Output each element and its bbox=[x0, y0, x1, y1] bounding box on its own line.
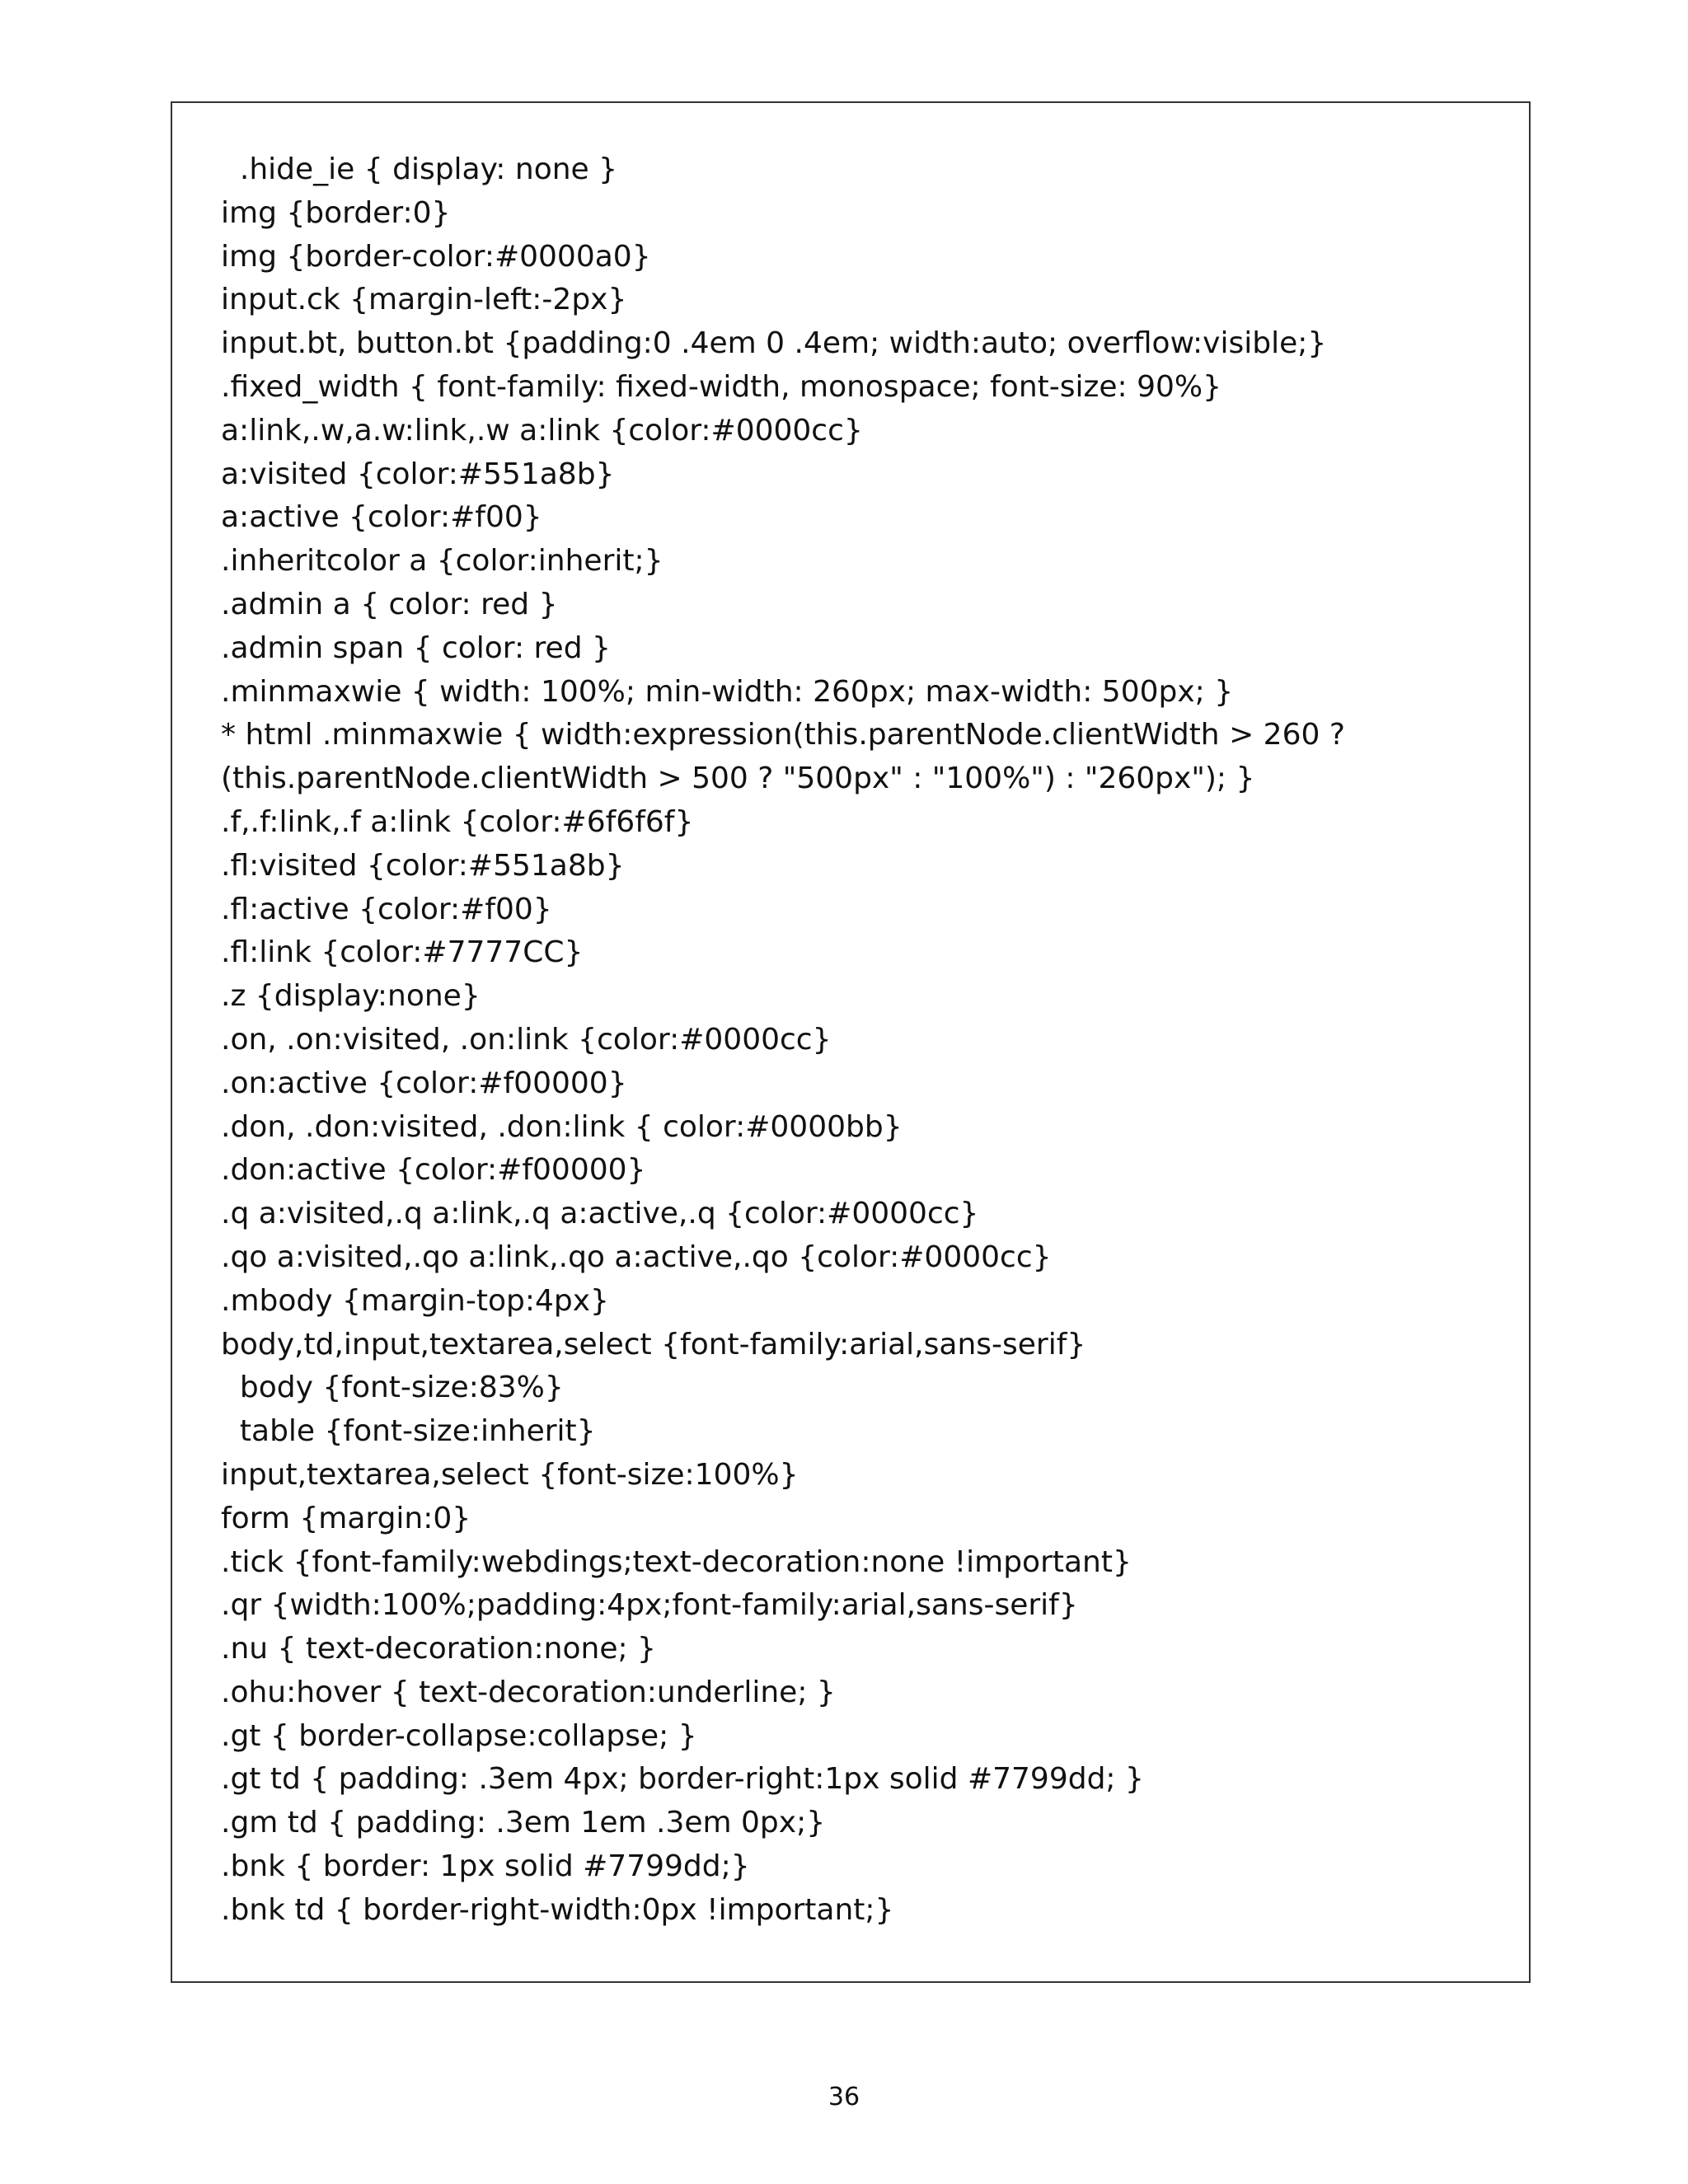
code-line: img {border:0} bbox=[221, 195, 451, 230]
code-line: body {font-size:83%} bbox=[221, 1371, 564, 1405]
code-line: .bnk td { border-right-width:0px !important;} bbox=[221, 1892, 894, 1927]
code-line: .gt { border-collapse:collapse; } bbox=[221, 1718, 697, 1753]
code-line: input,textarea,select {font-size:100%} bbox=[221, 1457, 799, 1492]
code-line: a:active {color:#f00} bbox=[221, 500, 542, 535]
code-line: .qo a:visited,.qo a:link,.qo a:active,.qo {color:#0000cc} bbox=[221, 1240, 1052, 1274]
code-line: a:link,.w,a.w:link,.w a:link {color:#0000cc} bbox=[221, 413, 863, 448]
code-line: .hide_ie { display: none } bbox=[221, 152, 618, 186]
code-line: input.ck {margin-left:-2px} bbox=[221, 283, 627, 317]
code-line: .ohu:hover { text-decoration:underline; } bbox=[221, 1675, 836, 1709]
code-line: .on, .on:visited, .on:link {color:#0000cc} bbox=[221, 1022, 832, 1057]
code-line: .inheritcolor a {color:inherit;} bbox=[221, 544, 663, 579]
code-line: a:visited {color:#551a8b} bbox=[221, 457, 615, 491]
code-line: * html .minmaxwie { width:expression(this.parentNode.clientWidth > 260 ? bbox=[221, 718, 1345, 752]
code-line: .don, .don:visited, .don:link { color:#0000bb} bbox=[221, 1109, 903, 1144]
code-line: (this.parentNode.clientWidth > 500 ? "500px" : "100%") : "260px"); } bbox=[221, 762, 1255, 796]
code-line: .qr {width:100%;padding:4px;font-family:arial,sans-serif} bbox=[221, 1588, 1078, 1623]
code-line: .gm td { padding: .3em 1em .3em 0px;} bbox=[221, 1806, 826, 1840]
code-line: form {margin:0} bbox=[221, 1501, 471, 1535]
code-line: .gt td { padding: .3em 4px; border-right:1px solid #7799dd; } bbox=[221, 1762, 1144, 1797]
code-line: input.bt, button.bt {padding:0 .4em 0 .4em; width:auto; overflow:visible;} bbox=[221, 326, 1327, 361]
code-line: img {border-color:#0000a0} bbox=[221, 239, 651, 274]
code-line: .f,.f:link,.f a:link {color:#6f6f6f} bbox=[221, 804, 694, 839]
code-listing bbox=[221, 148, 1507, 1933]
code-line: .fl:visited {color:#551a8b} bbox=[221, 848, 625, 883]
code-line: .bnk { border: 1px solid #7799dd;} bbox=[221, 1849, 750, 1884]
code-line: body,td,input,textarea,select {font-family:arial,sans-serif} bbox=[221, 1327, 1086, 1361]
code-line: .don:active {color:#f00000} bbox=[221, 1153, 646, 1188]
page-number: 36 bbox=[828, 2083, 860, 2111]
code-line: .admin span { color: red } bbox=[221, 630, 611, 665]
code-line: .on:active {color:#f00000} bbox=[221, 1066, 627, 1100]
code-line: .admin a { color: red } bbox=[221, 587, 558, 621]
code-line: .fl:active {color:#f00} bbox=[221, 892, 552, 926]
code-line: .fixed_width { font-family: fixed-width, monospace; font-size: 90%} bbox=[221, 369, 1222, 404]
code-line: .tick {font-family:webdings;text-decoration:none !important} bbox=[221, 1544, 1132, 1579]
code-line: .nu { text-decoration:none; } bbox=[221, 1632, 656, 1666]
code-line: table {font-size:inherit} bbox=[221, 1414, 596, 1449]
code-line: .mbody {margin-top:4px} bbox=[221, 1283, 609, 1318]
code-line: .q a:visited,.q a:link,.q a:active,.q {color:#0000cc} bbox=[221, 1197, 979, 1231]
code-line: .z {display:none} bbox=[221, 979, 481, 1014]
code-line: .fl:link {color:#7777CC} bbox=[221, 935, 584, 970]
code-line: .minmaxwie { width: 100%; min-width: 260px; max-width: 500px; } bbox=[221, 674, 1234, 709]
